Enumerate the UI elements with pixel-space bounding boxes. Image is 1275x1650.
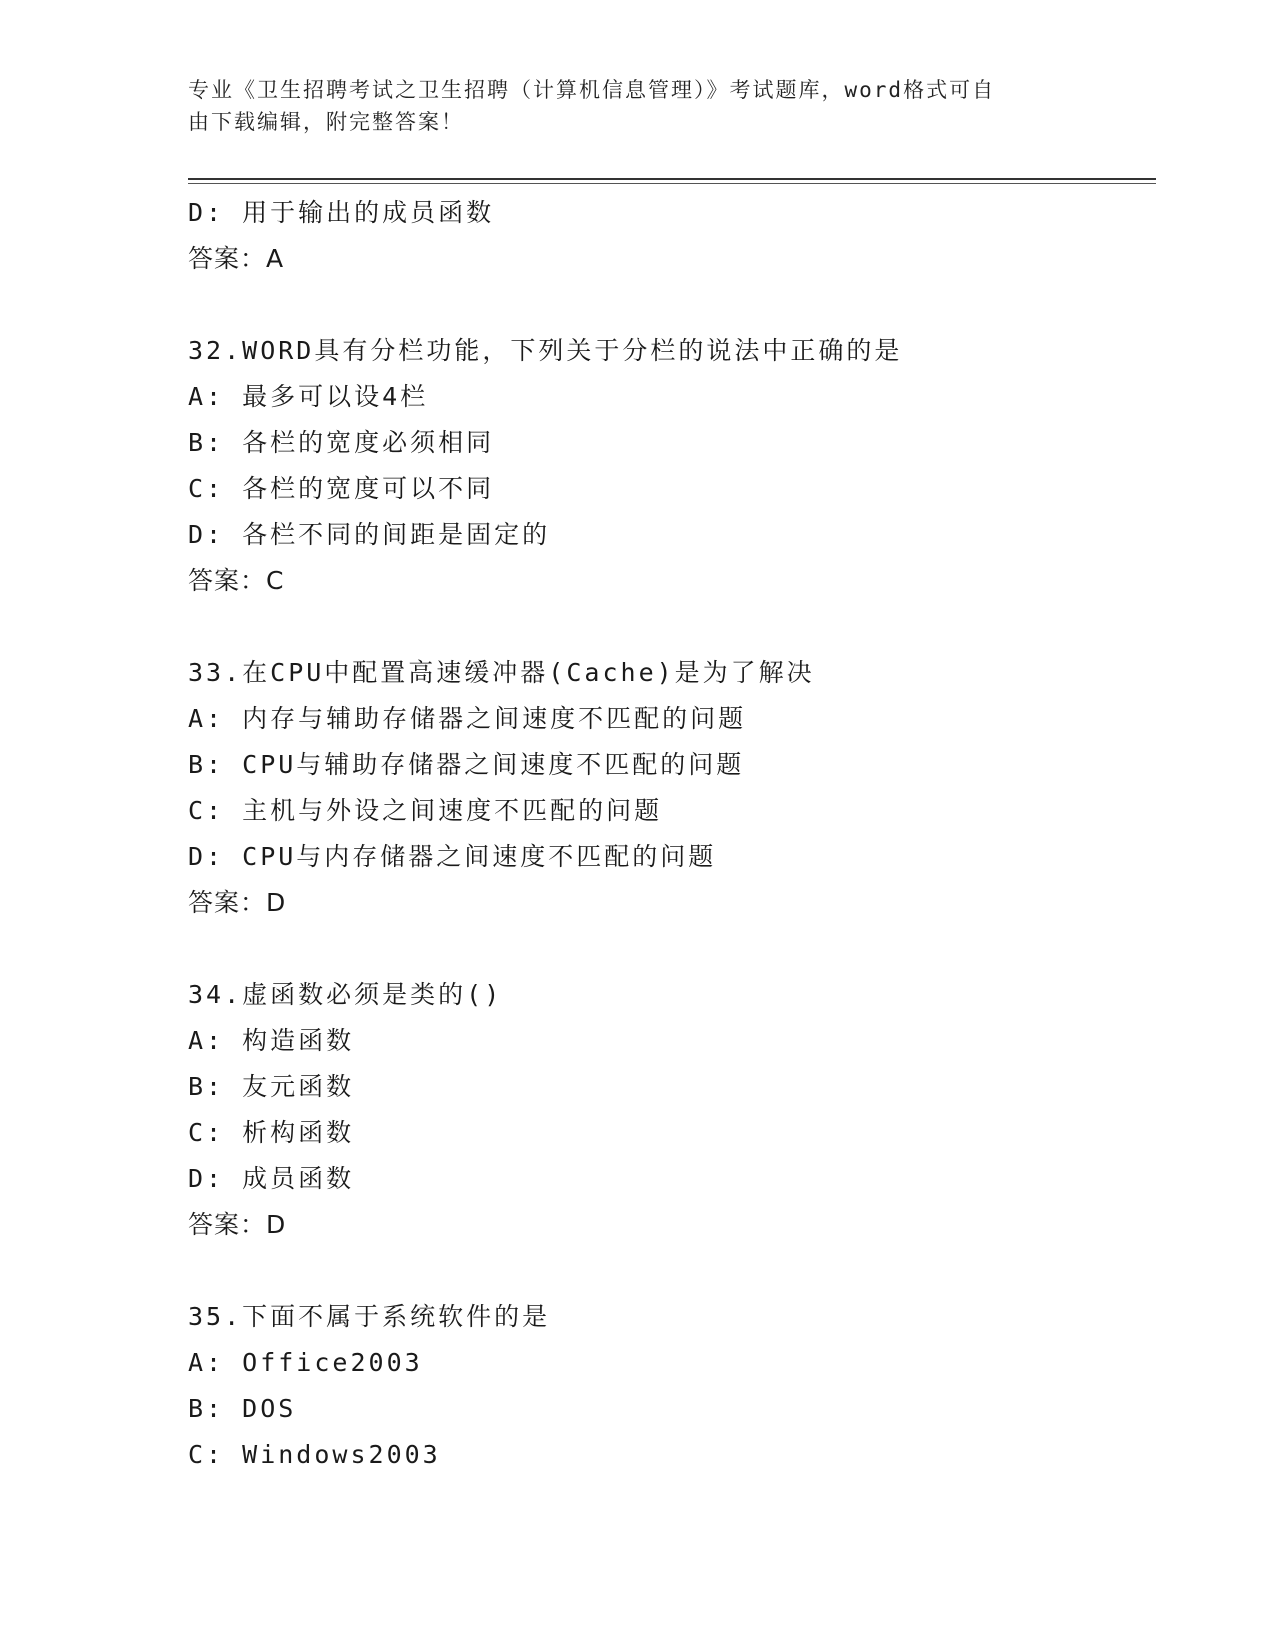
header-divider-thin (188, 183, 1156, 184)
question-stem-35: 35.下面不属于系统软件的是 (188, 1302, 551, 1331)
header-line-2: 由下载编辑，附完整答案！ (188, 110, 464, 134)
option-b-q33: B: CPU与辅助存储器之间速度不匹配的问题 (188, 750, 745, 779)
spacer (188, 282, 1156, 328)
option-a-q32: A: 最多可以设4栏 (188, 382, 429, 411)
option-a-q35: A: Office2003 (188, 1348, 423, 1377)
option-d-q33: D: CPU与内存储器之间速度不匹配的问题 (188, 842, 717, 871)
answer-q32: 答案：C (188, 566, 285, 595)
option-d-q34: D: 成员函数 (188, 1164, 355, 1193)
document-header (188, 74, 1088, 138)
question-stem-32: 32.WORD具有分栏功能，下列关于分栏的说法中正确的是 (188, 336, 903, 365)
spacer (188, 604, 1156, 650)
option-a-q34: A: 构造函数 (188, 1026, 355, 1055)
header-line-1: 专业《卫生招聘考试之卫生招聘（计算机信息管理）》考试题库，word格式可自 (188, 78, 996, 102)
question-stem-33: 33.在CPU中配置高速缓冲器(Cache)是为了解决 (188, 658, 815, 687)
option-c-q32: C: 各栏的宽度可以不同 (188, 474, 495, 503)
option-c-q34: C: 析构函数 (188, 1118, 355, 1147)
option-b-q32: B: 各栏的宽度必须相同 (188, 428, 495, 457)
option-b-q34: B: 友元函数 (188, 1072, 355, 1101)
option-c-q33: C: 主机与外设之间速度不匹配的问题 (188, 796, 663, 825)
answer-q34: 答案：D (188, 1210, 287, 1239)
answer-q31: 答案：A (188, 244, 285, 273)
option-d-q31: D: 用于输出的成员函数 (188, 198, 495, 227)
option-d-q32: D: 各栏不同的间距是固定的 (188, 520, 551, 549)
spacer (188, 1248, 1156, 1294)
question-list (188, 190, 1156, 1478)
option-c-q35: C: Windows2003 (188, 1440, 441, 1469)
answer-q33: 答案：D (188, 888, 287, 917)
question-stem-34: 34.虚函数必须是类的() (188, 980, 503, 1009)
option-b-q35: B: DOS (188, 1394, 297, 1423)
option-a-q33: A: 内存与辅助存储器之间速度不匹配的问题 (188, 704, 747, 733)
spacer (188, 926, 1156, 972)
header-divider-thick (188, 178, 1156, 180)
